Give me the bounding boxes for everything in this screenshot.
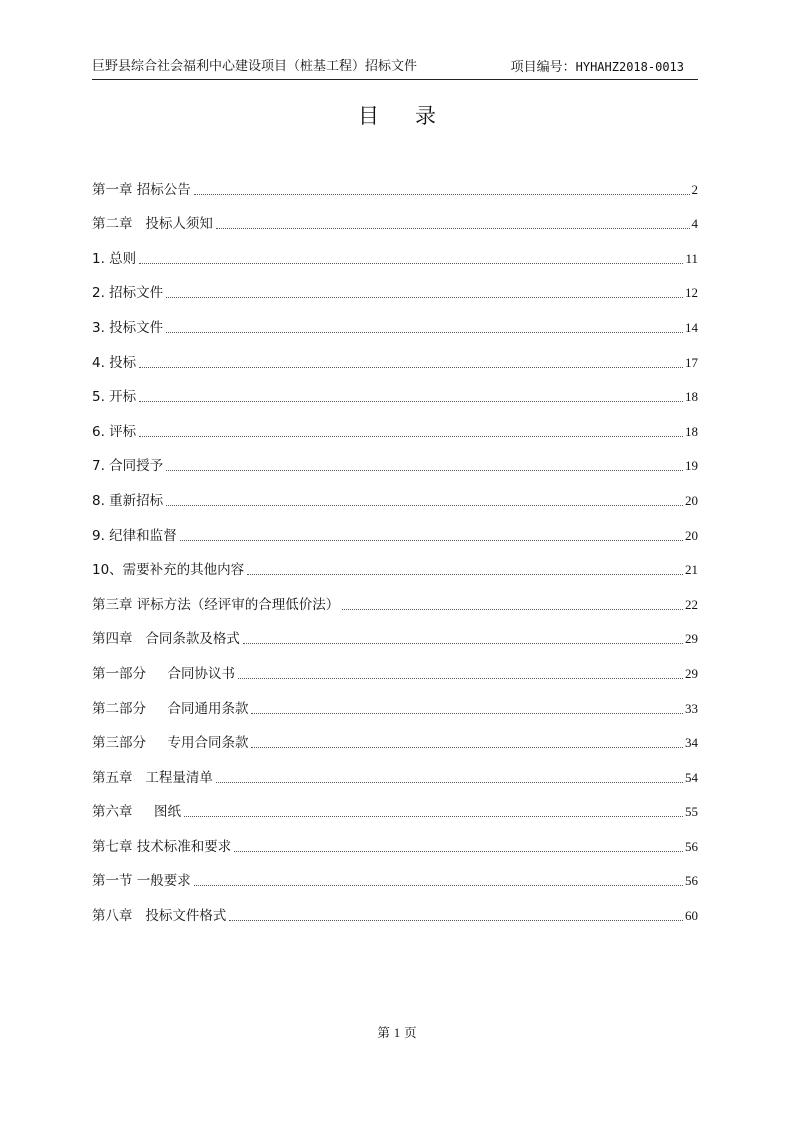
table-of-contents bbox=[92, 168, 698, 929]
toc-entry-page-number: 56 bbox=[685, 838, 698, 854]
toc-entry-page-number: 56 bbox=[685, 873, 698, 889]
toc-entry-label: 第二章 投标人须知 bbox=[92, 216, 213, 233]
toc-entry-label: 第四章 合同条款及格式 bbox=[92, 631, 240, 648]
project-code bbox=[511, 57, 684, 78]
toc-entry-label: 第一节 一般要求 bbox=[92, 873, 191, 890]
toc-entry-label: 第三章 评标方法（经评审的合理低价法） bbox=[92, 596, 340, 613]
toc-entry-label: 3. 投标文件 bbox=[92, 319, 164, 336]
toc-entry-label: 6. 评标 bbox=[92, 423, 137, 440]
toc-entry[interactable] bbox=[92, 514, 698, 549]
toc-entry[interactable] bbox=[92, 203, 698, 238]
toc-entry[interactable] bbox=[92, 410, 698, 445]
project-code-label: 项目编号： bbox=[510, 60, 576, 75]
toc-entry-label: 7. 合同授予 bbox=[92, 458, 164, 475]
toc-leader-dots bbox=[166, 297, 683, 298]
toc-entry-page-number: 14 bbox=[685, 319, 698, 335]
toc-entry[interactable] bbox=[92, 445, 698, 480]
toc-entry-page-number: 21 bbox=[685, 562, 698, 578]
toc-entry[interactable] bbox=[92, 583, 698, 618]
toc-entry-label: 第六章 图纸 bbox=[92, 804, 181, 821]
toc-entry[interactable] bbox=[92, 825, 698, 860]
toc-entry-page-number: 33 bbox=[685, 700, 698, 716]
toc-entry[interactable] bbox=[92, 652, 698, 687]
toc-entry[interactable] bbox=[92, 618, 698, 653]
toc-entry-page-number: 22 bbox=[685, 596, 698, 612]
toc-leader-dots bbox=[166, 470, 683, 471]
toc-entry-page-number: 60 bbox=[685, 908, 698, 924]
toc-leader-dots bbox=[247, 574, 683, 575]
toc-leader-dots bbox=[342, 609, 683, 610]
toc-entry-label: 2. 招标文件 bbox=[92, 285, 164, 302]
toc-entry[interactable] bbox=[92, 168, 698, 203]
toc-entry-page-number: 54 bbox=[685, 769, 698, 785]
toc-entry-page-number: 29 bbox=[685, 631, 698, 647]
toc-leader-dots bbox=[234, 851, 683, 852]
toc-entry-page-number: 18 bbox=[685, 389, 698, 405]
toc-entry-page-number: 18 bbox=[685, 423, 698, 439]
toc-entry-page-number: 20 bbox=[685, 492, 698, 508]
footer-page-number: 1 bbox=[393, 1026, 401, 1040]
toc-leader-dots bbox=[166, 332, 683, 333]
toc-entry-label: 4. 投标 bbox=[92, 354, 137, 371]
toc-entry[interactable] bbox=[92, 341, 698, 376]
document-title: 巨野县综合社会福利中心建设项目（桩基工程）招标文件 bbox=[92, 59, 418, 74]
toc-entry-page-number: 20 bbox=[685, 527, 698, 543]
toc-entry[interactable] bbox=[92, 791, 698, 826]
toc-leader-dots bbox=[139, 367, 683, 368]
toc-heading: 目录 bbox=[358, 104, 472, 128]
toc-entry-page-number: 4 bbox=[691, 216, 698, 232]
toc-leader-dots bbox=[251, 713, 683, 714]
toc-leader-dots bbox=[184, 816, 683, 817]
toc-entry[interactable] bbox=[92, 306, 698, 341]
footer-suffix: 页 bbox=[404, 1025, 417, 1040]
toc-leader-dots bbox=[166, 505, 683, 506]
toc-entry-page-number: 12 bbox=[685, 285, 698, 301]
toc-entry-label: 第八章 投标文件格式 bbox=[92, 908, 227, 925]
toc-entry-label: 第二部分 合同通用条款 bbox=[92, 700, 249, 717]
toc-entry[interactable] bbox=[92, 722, 698, 757]
toc-entry[interactable] bbox=[92, 894, 698, 929]
toc-entry[interactable] bbox=[92, 549, 698, 584]
toc-leader-dots bbox=[251, 747, 683, 748]
toc-entry-label: 第三部分 专用合同条款 bbox=[92, 735, 249, 752]
toc-entry-label: 5. 开标 bbox=[92, 389, 137, 406]
toc-entry-label: 第一部分 合同协议书 bbox=[92, 665, 235, 682]
toc-entry-label: 第五章 工程量清单 bbox=[92, 769, 213, 786]
toc-entry-label: 8. 重新招标 bbox=[92, 492, 164, 509]
toc-entry-label: 10、需要补充的其他内容 bbox=[92, 562, 245, 579]
toc-entry[interactable] bbox=[92, 479, 698, 514]
page-footer bbox=[0, 1024, 794, 1042]
toc-entry-page-number: 11 bbox=[685, 250, 698, 266]
toc-entry[interactable] bbox=[92, 756, 698, 791]
toc-leader-dots bbox=[180, 540, 683, 541]
toc-leader-dots bbox=[216, 782, 683, 783]
toc-leader-dots bbox=[139, 263, 683, 264]
toc-entry-page-number: 34 bbox=[685, 735, 698, 751]
toc-leader-dots bbox=[238, 678, 683, 679]
toc-leader-dots bbox=[139, 401, 683, 402]
toc-leader-dots bbox=[216, 228, 690, 229]
toc-leader-dots bbox=[139, 436, 683, 437]
project-code-value: HYHAHZ2018-0013 bbox=[575, 60, 684, 74]
toc-entry-page-number: 2 bbox=[691, 181, 698, 197]
toc-entry-label: 9. 纪律和监督 bbox=[92, 527, 177, 544]
toc-entry-label: 第七章 技术标准和要求 bbox=[92, 838, 232, 855]
toc-entry[interactable] bbox=[92, 272, 698, 307]
toc-leader-dots bbox=[194, 885, 683, 886]
toc-entry[interactable] bbox=[92, 860, 698, 895]
toc-entry-page-number: 29 bbox=[685, 665, 698, 681]
toc-entry-page-number: 19 bbox=[685, 458, 698, 474]
toc-leader-dots bbox=[229, 920, 683, 921]
toc-entry[interactable] bbox=[92, 376, 698, 411]
page-header bbox=[92, 57, 698, 80]
toc-entry-page-number: 17 bbox=[685, 354, 698, 370]
footer-prefix: 第 bbox=[377, 1025, 390, 1040]
toc-leader-dots bbox=[194, 194, 690, 195]
toc-entry-label: 第一章 招标公告 bbox=[92, 181, 191, 198]
toc-entry-label: 1. 总则 bbox=[92, 250, 137, 267]
toc-entry[interactable] bbox=[92, 687, 698, 722]
toc-entry[interactable] bbox=[92, 237, 698, 272]
toc-entry-page-number: 55 bbox=[685, 804, 698, 820]
toc-leader-dots bbox=[243, 643, 683, 644]
